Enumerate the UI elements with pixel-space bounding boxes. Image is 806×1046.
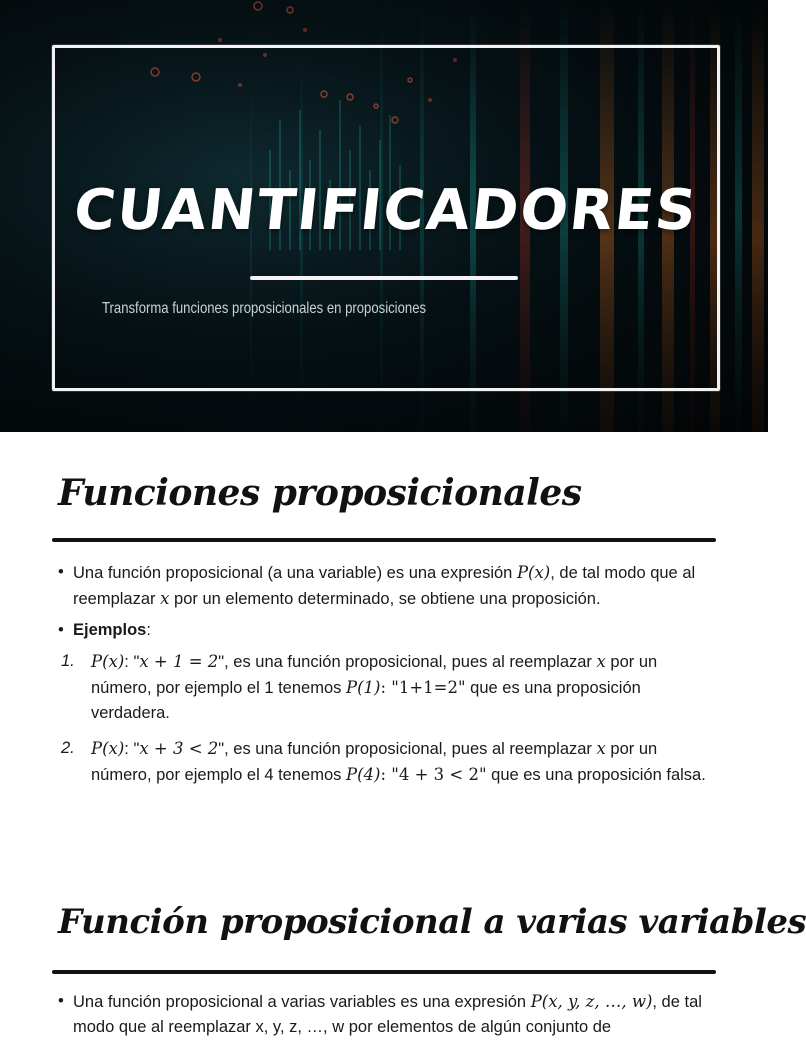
definition-text: Una función proposicional a varias variables es una expresión xyxy=(73,993,531,1011)
section-content xyxy=(58,560,718,798)
example-number: 2. xyxy=(61,739,75,757)
example-text: que es una proposición falsa. xyxy=(486,766,706,784)
math-expression: P(4) xyxy=(345,765,381,784)
section-title-varias-variables: Función proposicional a varias variables xyxy=(58,902,806,942)
math-formula: : "1+1=2" xyxy=(380,678,466,697)
math-expression: P(x, y, z, …, w) xyxy=(530,992,653,1011)
math-variable: x xyxy=(596,652,606,671)
definition-text: Una función proposicional (a una variable) es una expresión xyxy=(73,564,517,582)
math-formula: x + 1 = 2 xyxy=(139,652,219,671)
definition-bullet xyxy=(58,560,718,612)
math-formula: : "4 + 3 < 2" xyxy=(380,765,487,784)
example-text: : " xyxy=(124,740,140,758)
math-formula: x + 3 < 2 xyxy=(139,739,219,758)
section-divider xyxy=(52,970,716,974)
math-expression: P(x) xyxy=(516,563,551,582)
example-text: " xyxy=(218,653,225,671)
example-text: , es una función proposicional, pues al reemplazar xyxy=(224,740,597,758)
example-text: por un número, por ejemplo el 4 tenemos xyxy=(91,740,658,784)
definition-text: , de tal modo que al reemplazar x, y, z, …, w por elementos de algún conjunto de xyxy=(73,993,702,1036)
examples-label: Ejemplos xyxy=(73,621,147,639)
examples-bullet xyxy=(58,618,718,643)
title-slide xyxy=(0,0,768,432)
example-text: : " xyxy=(124,653,140,671)
math-variable: x xyxy=(160,589,170,608)
math-expression: P(x) xyxy=(91,652,125,671)
math-expression: P(1) xyxy=(345,678,381,697)
section-title-funciones-proposicionales: Funciones proposicionales xyxy=(58,472,582,514)
math-variable: x xyxy=(596,739,606,758)
definition-bullet xyxy=(58,989,718,1040)
example-item xyxy=(58,649,718,726)
definition-text: por un elemento determinado, se obtiene una proposición. xyxy=(169,590,601,608)
example-number: 1. xyxy=(61,652,75,670)
example-item xyxy=(58,736,718,788)
math-expression: P(x) xyxy=(91,739,125,758)
title-underline xyxy=(250,276,518,280)
definition-text: , de tal modo que al reemplazar xyxy=(73,564,696,608)
slide-title: CUANTIFICADORES xyxy=(70,178,702,243)
example-text: , es una función proposicional, pues al reemplazar xyxy=(224,653,597,671)
examples-colon: : xyxy=(146,621,151,639)
section-divider xyxy=(52,538,716,542)
section-content xyxy=(58,989,718,1046)
slide-subtitle: Transforma funciones proposicionales en proposiciones xyxy=(102,300,427,317)
example-text: por un número, por ejemplo el 1 tenemos xyxy=(91,653,658,697)
example-text: que es una proposición verdadera. xyxy=(91,679,641,722)
example-text: " xyxy=(218,740,225,758)
